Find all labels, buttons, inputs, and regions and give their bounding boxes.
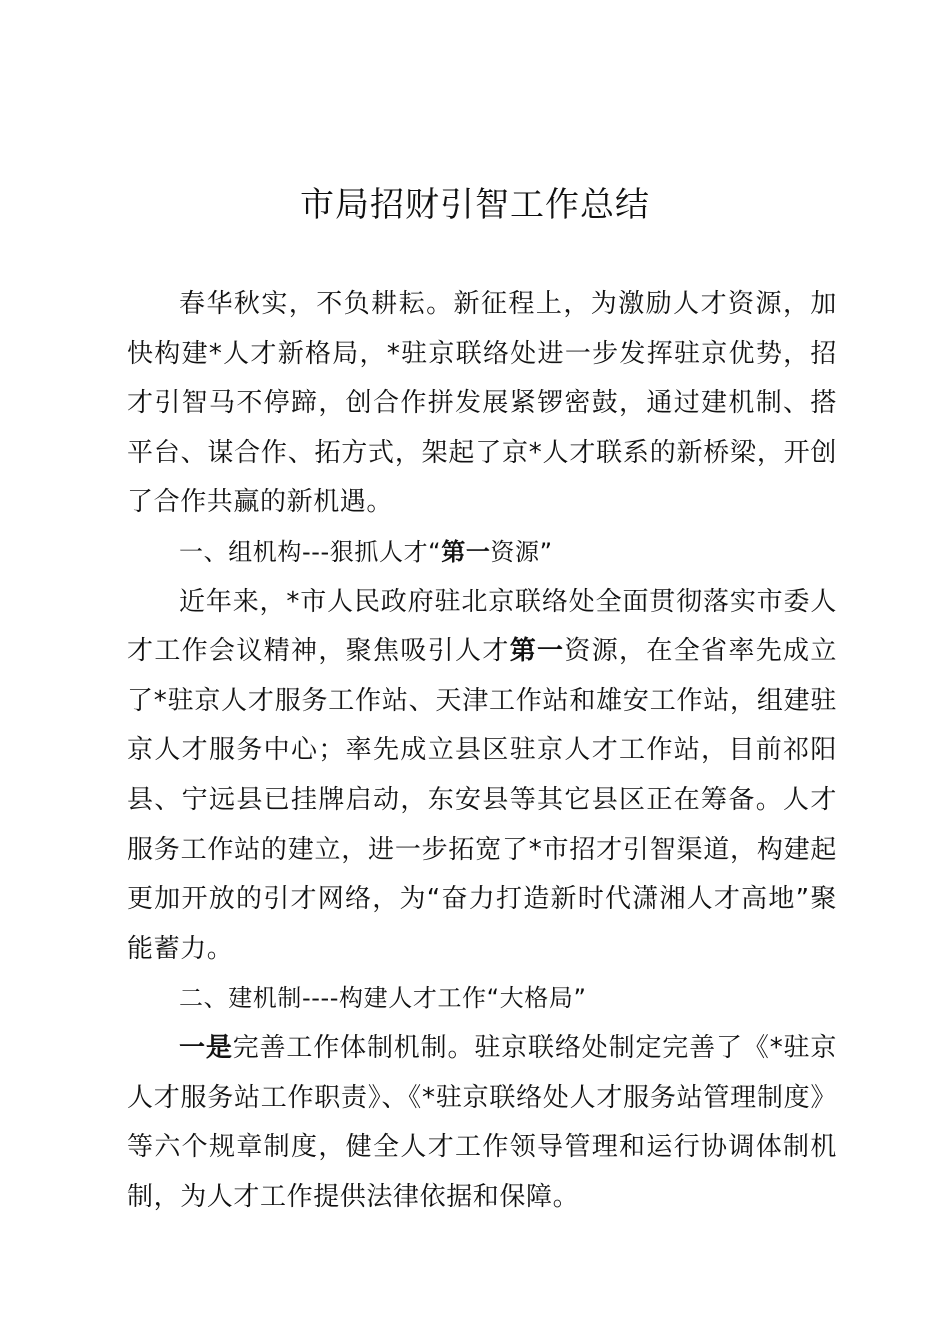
intro-paragraph: 春华秋实，不负耕耘。新征程上，为激励人才资源，加快构建*人才新格局，*驻京联络处进一步发挥驻京优势，招才引智马不停蹄，创合作拼发展紧锣密鼓，通过建机制、搭平台、谋合作、拓方式，架起了京*人才联系的新桥梁，开创了合作共赢的新机遇。 <box>127 289 837 518</box>
document-body <box>127 280 837 1222</box>
section-1-heading-text: 一、组机构---狠抓人才“ <box>179 537 442 566</box>
section-1-paragraph-text: 近年来，*市人民政府驻北京联络处全面贯彻落实市委人才工作会议精神，聚焦吸引人才 <box>127 586 837 667</box>
section-2-paragraph-emphasis: 一是 <box>179 1032 233 1063</box>
section-1-heading-tail: 资源” <box>490 537 553 566</box>
section-1-heading-emphasis: 第一 <box>441 537 491 566</box>
document-title: 市局招财引智工作总结 <box>300 185 650 225</box>
section-1-paragraph-tail: 资源，在全省率先成立了*驻京人才服务工作站、天津工作站和雄安工作站，组建驻京人才服务中心；率先成立县区驻京人才工作站，目前祁阳县、宁远县已挂牌启动，东安县等其它县区正在筹备。人才服务工作站的建立，进一步拓宽了*市招才引智渠道，构建起更加开放的引才网络，为“奋力打造新时代潇湘人才高地”聚能蓄力。 <box>127 636 837 964</box>
section-1-heading <box>127 528 837 578</box>
section-1-paragraph-emphasis: 第一 <box>509 636 565 667</box>
section-2-paragraph <box>127 1024 837 1222</box>
section-1-paragraph <box>127 578 837 975</box>
section-2-paragraph-text: 完善工作体制机制。驻京联络处制定完善了《*驻京人才服务站工作职责》、《*驻京联络处人才服务站管理制度》等六个规章制度，健全人才工作领导管理和运行协调体制机制，为人才工作提供法律依据和保障。 <box>127 1032 837 1212</box>
section-2-heading: 二、建机制----构建人才工作“大格局” <box>179 984 587 1013</box>
